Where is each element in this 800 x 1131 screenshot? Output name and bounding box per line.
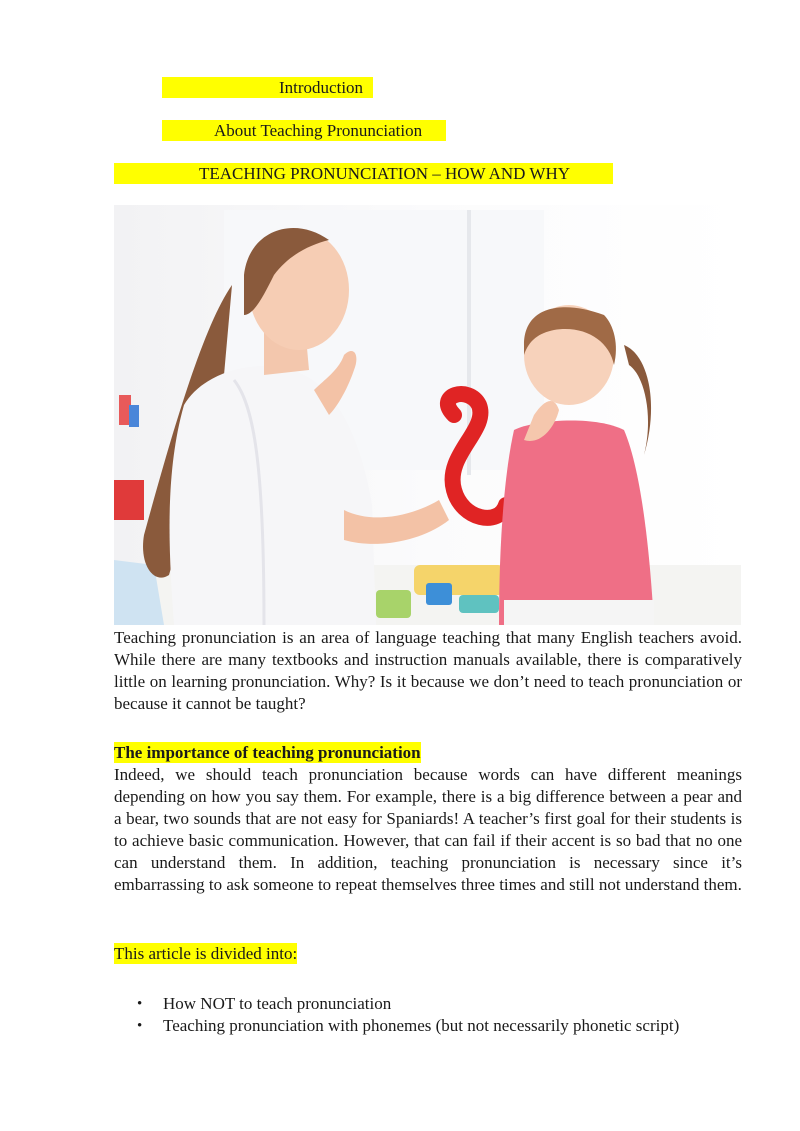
importance-paragraph: Indeed, we should teach pronunciation because words can have different meanings depending on how you say them. For example, there is a big difference between a pear and a bear, two sounds that are not easy for Spaniards! A teacher’s first goal for their students is to achieve basic communication. However, that can fail if their accent is so bad that no one can understand them. In addition, teaching pronunciation is necessary since it’s embarrassing to ask someone to repeat themselves three times and still not understand them. — [114, 765, 742, 894]
intro-paragraph: Teaching pronunciation is an area of language teaching that many English teachers avoid. While there are many textbooks and instruction manuals available, there is comparatively little on learning pronunciation. Why? Is it because we don’t need to teach pronunciation or because it cannot be taught? — [114, 628, 742, 713]
heading-introduction-text: Introduction — [279, 78, 364, 97]
heading-introduction — [162, 77, 373, 98]
teacher-child-photo — [114, 205, 741, 625]
list-item: • Teaching pronunciation with phonemes (but not necessarily phonetic script) — [114, 1015, 754, 1037]
page-title — [114, 163, 613, 184]
section-heading-importance: The importance of teaching pronunciation — [114, 743, 421, 762]
heading-about-text: About Teaching Pronunciation — [214, 121, 423, 140]
page-title-text: TEACHING PRONUNCIATION – HOW AND WHY — [199, 164, 570, 183]
list-item: • How NOT to teach pronunciation — [114, 993, 754, 1015]
article-divided-intro: This article is divided into: — [114, 944, 298, 963]
heading-about — [162, 120, 446, 141]
article-sections-list — [114, 993, 754, 1037]
